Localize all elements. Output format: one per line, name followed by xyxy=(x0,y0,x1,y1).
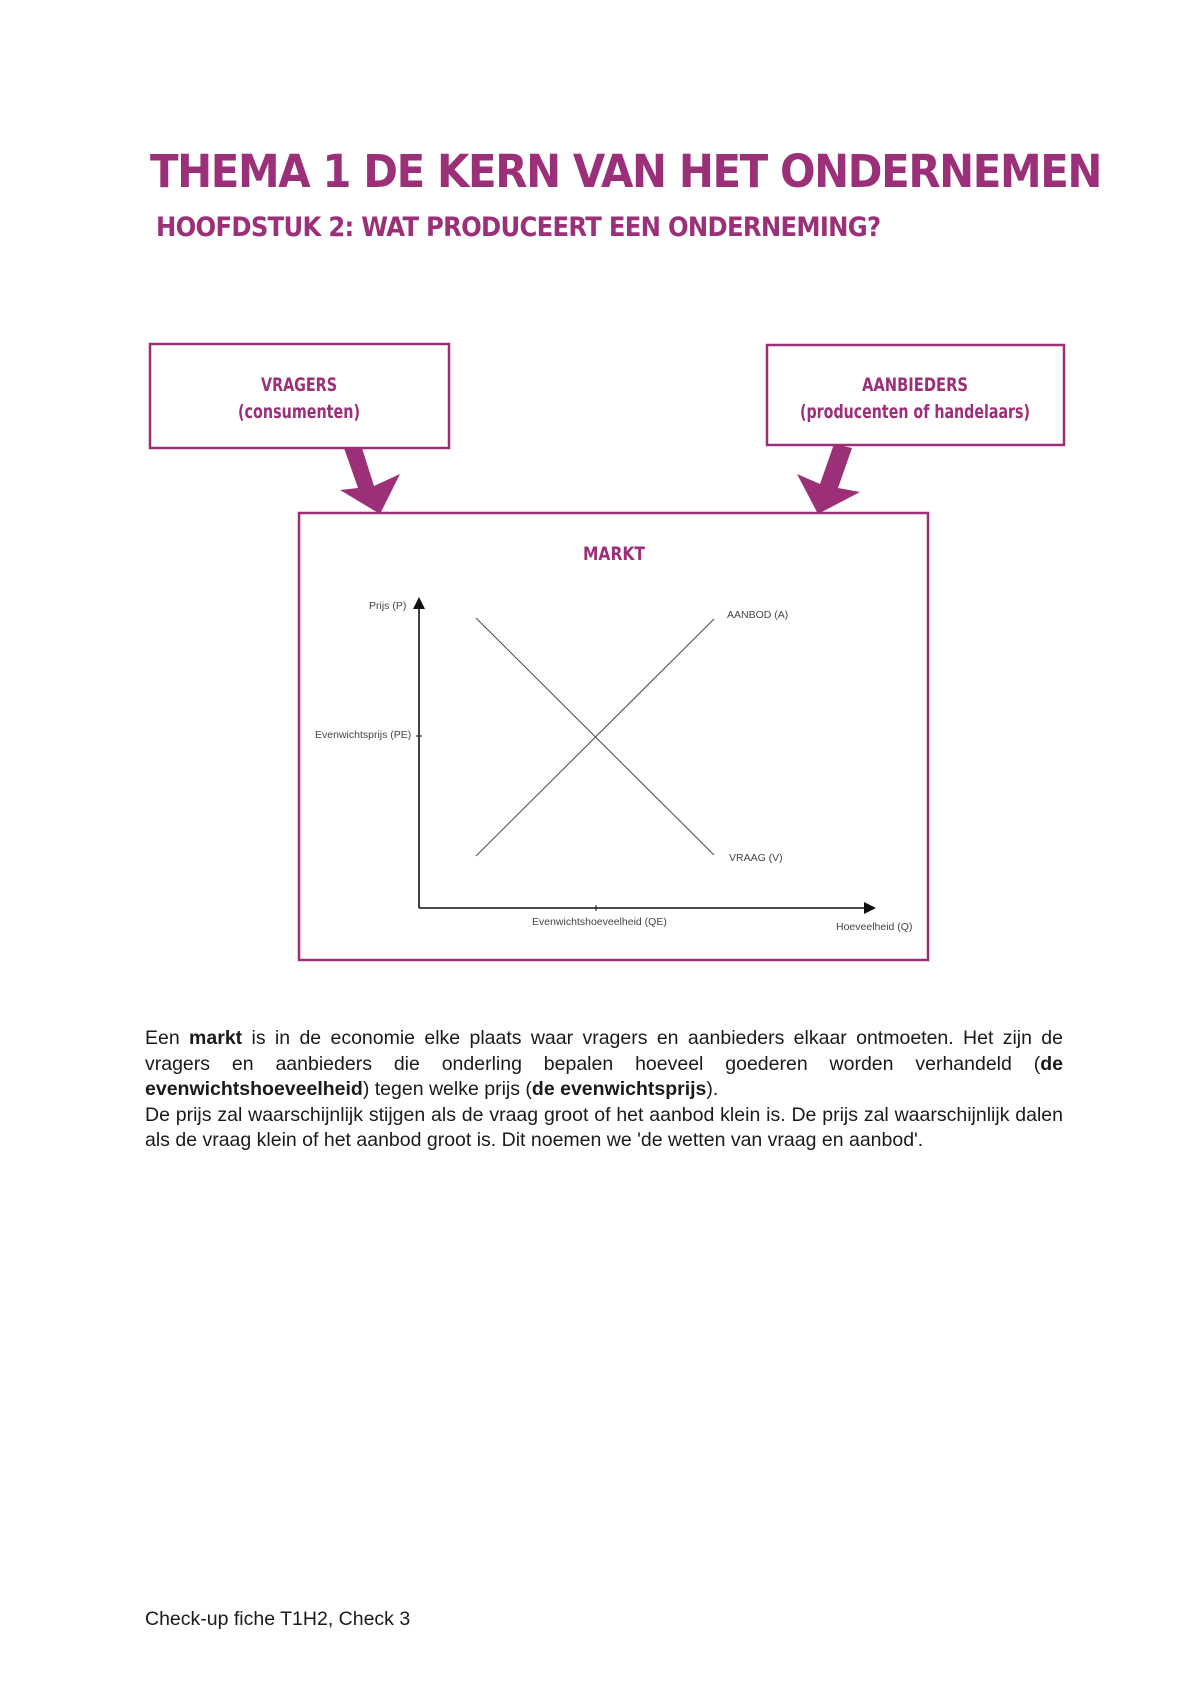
equilibrium-price-label: Evenwichtsprijs (PE) xyxy=(315,729,412,741)
term-evenwichtsprijs: de evenwichtsprijs xyxy=(531,1078,707,1100)
y-axis-label: Prijs (P) xyxy=(369,600,407,612)
paragraph-supply-demand-laws: De prijs zal waarschijnlijk stijgen als de vraag groot of het aanbod klein is. De prijs zal waarschijnlijk dalen als de vraag klein of het aanbod groot is. Dit noemen we 'de wetten van vraag en aanbod'. xyxy=(145,1103,1063,1151)
markt-label: MARKT xyxy=(583,543,646,565)
x-axis-label: Hoeveelheid (Q) xyxy=(836,921,913,933)
equilibrium-quantity-label: Evenwichtshoeveelheid (QE) xyxy=(532,916,667,928)
vragers-box xyxy=(150,344,449,448)
supply-label: AANBOD (A) xyxy=(727,609,789,621)
demand-label: VRAAG (V) xyxy=(729,852,783,864)
aanbieders-sublabel: (producenten of handelaars) xyxy=(800,401,1030,423)
arrow-down-left-icon xyxy=(340,448,400,514)
vragers-sublabel: (consumenten) xyxy=(238,401,360,423)
vragers-label: VRAGERS xyxy=(261,374,337,396)
aanbieders-box xyxy=(767,345,1064,445)
page-subtitle: HOOFDSTUK 2: WAT PRODUCEERT EEN ONDERNEMING? xyxy=(156,212,881,243)
term-evenwichtshoeveelheid: de evenwichtshoeveelheid xyxy=(145,1052,1063,1100)
page-title: THEMA 1 DE KERN VAN HET ONDERNEMEN xyxy=(150,145,1102,198)
arrow-down-right-icon xyxy=(797,444,860,514)
paragraph-market-definition: Een markt is in de economie elke plaats waar vragers en aanbieders elkaar ontmoeten. Het zijn de vragers en aanbieders die onderling bepalen hoeveel goederen worden verhandeld (de evenwichtshoeveelheid) tegen welke prijs (de evenwichtsprijs). xyxy=(145,1027,1063,1100)
aanbieders-label: AANBIEDERS xyxy=(862,374,968,396)
page-footer: Check-up fiche T1H2, Check 3 xyxy=(145,1608,411,1630)
term-markt: markt xyxy=(189,1027,243,1049)
body-text xyxy=(145,1026,1063,1154)
